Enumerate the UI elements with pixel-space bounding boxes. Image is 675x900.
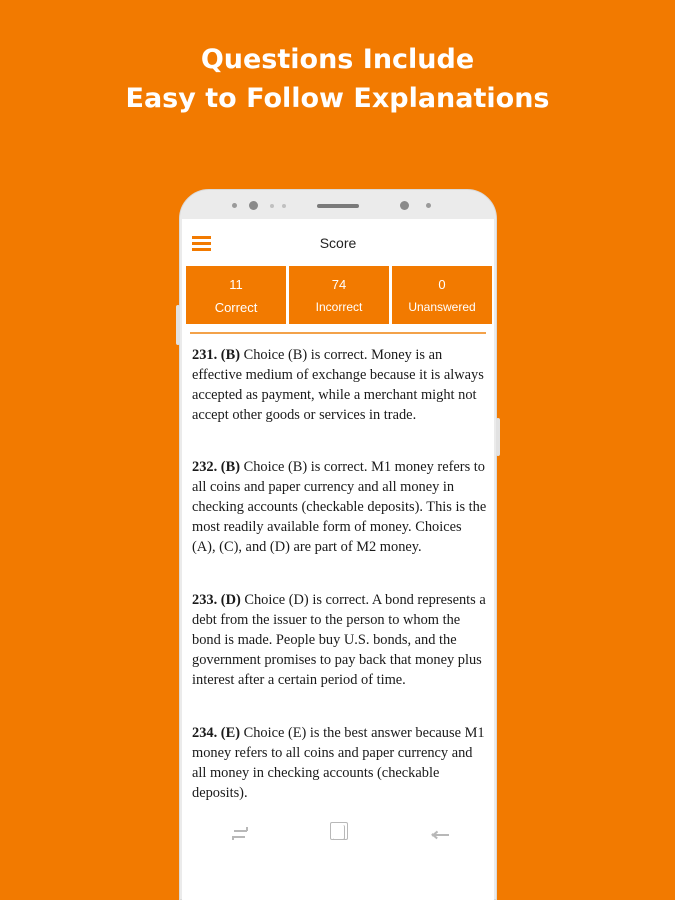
earpiece-speaker <box>317 204 359 208</box>
correct-label: Correct <box>214 300 258 315</box>
score-summary <box>186 266 492 324</box>
correct-count: 11 <box>229 277 243 292</box>
power-button <box>496 418 500 456</box>
volume-button <box>176 305 180 345</box>
explanation-text: Choice (B) is correct. Money is an effective medium of exchange because it is always accepted as payment, while a merchant might not accept other goods or services in trade. <box>192 347 484 423</box>
sensor-dot <box>282 204 286 208</box>
unanswered-count: 0 <box>438 277 446 292</box>
answer-choice: (E) <box>220 725 240 741</box>
answer-choice: (D) <box>220 592 241 608</box>
answer-choice: (B) <box>220 347 240 363</box>
unanswered-label: Unanswered <box>408 300 476 314</box>
headline-line-1: Questions Include <box>200 44 475 75</box>
correct-score-tile <box>186 266 286 324</box>
explanation-text: Choice (D) is correct. A bond represents a debt from the issuer to the person to whom the bond is made. People buy U.S. bonds, and the government promises to pay back that money plus interest after a certain period of time. <box>192 592 486 688</box>
phone-screen <box>182 219 494 900</box>
sensor-dot <box>270 204 274 208</box>
explanation-item <box>192 723 488 803</box>
answer-choice: (B) <box>220 459 240 475</box>
incorrect-count: 74 <box>331 277 347 292</box>
home-icon[interactable] <box>330 822 350 842</box>
section-divider <box>190 332 486 334</box>
explanation-text: Choice (E) is the best answer because M1 money refers to all coins and paper currency and all money in checking accounts (checkable deposits). <box>192 725 485 801</box>
phone-frame <box>179 189 497 900</box>
question-number: 234. <box>192 725 218 741</box>
explanation-item <box>192 457 488 557</box>
unanswered-score-tile <box>392 266 492 324</box>
incorrect-score-tile <box>289 266 389 324</box>
question-number: 231. <box>192 347 218 363</box>
question-number: 233. <box>192 592 218 608</box>
phone-sensor-bar <box>180 190 496 220</box>
promo-headline <box>0 40 675 118</box>
sensor-dot <box>232 203 237 208</box>
page-title: Score <box>319 235 357 251</box>
recent-apps-icon[interactable] <box>230 824 252 846</box>
incorrect-label: Incorrect <box>315 300 363 314</box>
explanation-item <box>192 590 488 690</box>
front-camera <box>249 201 258 210</box>
system-nav-bar <box>182 811 494 861</box>
question-number: 232. <box>192 459 218 475</box>
explanation-text: Choice (B) is correct. M1 money refers to all coins and paper currency and all money in checking accounts (checkable deposits). This is the most readily available form of money. Choices (A), (C), and (D) are part of M2 money. <box>192 459 487 555</box>
headline-line-2: Easy to Follow Explanations <box>125 83 550 114</box>
iris-scanner <box>400 201 409 210</box>
sensor-dot <box>426 203 431 208</box>
back-arrow-icon[interactable] <box>430 824 452 846</box>
app-bar <box>182 219 494 266</box>
explanation-item <box>192 345 488 425</box>
